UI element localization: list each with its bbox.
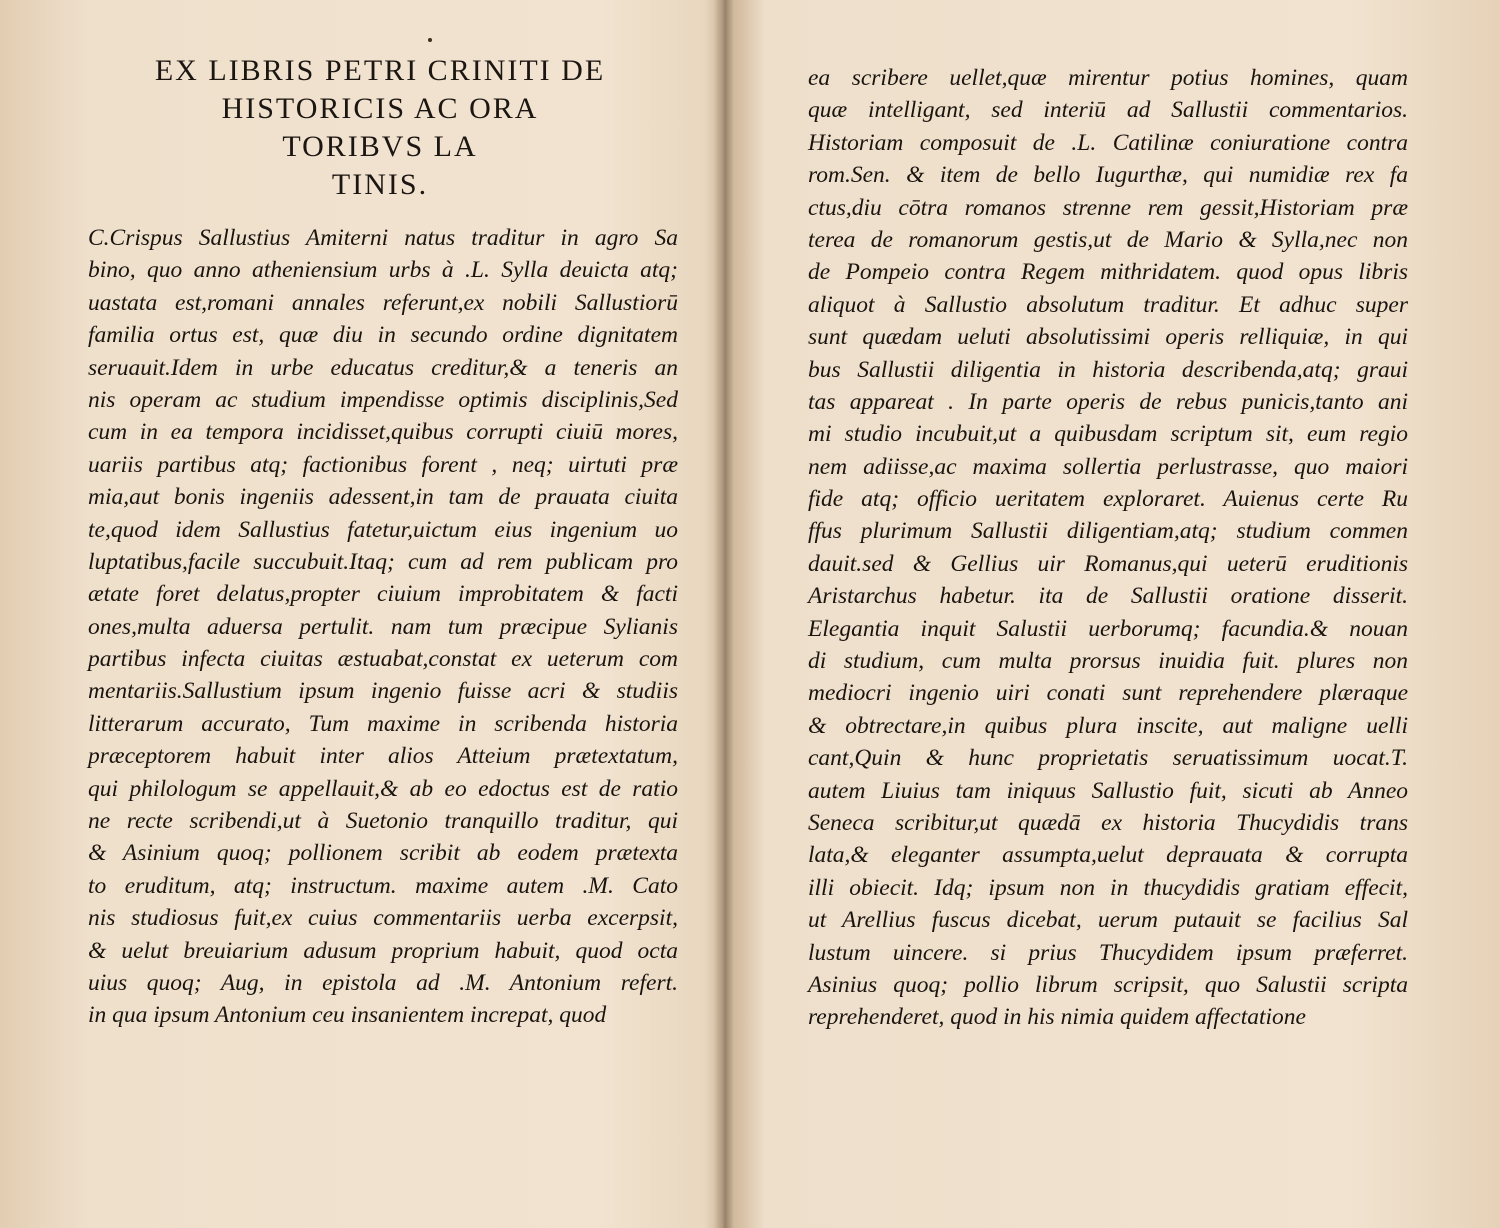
text-line: ea scribere uellet,quæ mirentur potius homines, quam (808, 65, 1408, 91)
text-line: seruauit.Idem in urbe educatus creditur,& a teneris an (88, 354, 678, 381)
text-line: bino, quo anno atheniensium urbs à .L. Sylla deuicta atq; (88, 257, 678, 284)
text-line: & obtrectare,in quibus plura inscite, aut maligne uelli (808, 712, 1408, 739)
text-line: de Pompeio contra Regem mithridatem. quod opus libris (808, 259, 1408, 286)
text-line: quæ intelligant, sed interiū ad Sallustii commentarios. (808, 97, 1408, 124)
text-line: litterarum accurato, Tum maxime in scribenda historia (88, 710, 678, 737)
text-line: mi studio incubuit,ut a quibusdam scriptum sit, eum regio (808, 421, 1408, 448)
text-line: ætate foret delatus,propter ciuium improbitatem & facti (88, 581, 678, 608)
text-line: reprehenderet, quod in his nimia quidem affectatione (808, 1004, 1306, 1031)
left-page (0, 0, 722, 1228)
text-line: & Asinium quoq; pollionem scribit ab eodem prætexta (88, 840, 678, 867)
heading-line: EX LIBRIS PETRI CRINITI DE (154, 54, 606, 87)
text-line: sunt quædam ueluti absolutissimi operis relliquiæ, in qui (808, 324, 1408, 351)
text-line: mia,aut bonis ingeniis adessent,in tam de prauata ciuita (88, 484, 678, 511)
text-line: C.Crispus Sallustius Amiterni natus traditur in agro Sa (88, 225, 678, 251)
text-line: ffus plurimum Sallustii diligentiam,atq; studium commen (808, 518, 1408, 545)
text-line: ctus,diu cōtra romanos strenne rem gessit,Historiam præ (808, 194, 1408, 221)
text-line: terea de romanorum gestis,ut de Mario & Sylla,nec non (808, 226, 1408, 253)
text-line: Asinius quoq; pollio librum scripsit, quo Salustii scripta (808, 971, 1408, 998)
text-line: dauit.sed & Gellius uir Romanus,qui ueterū eruditionis (808, 550, 1408, 577)
text-line: Elegantia inquit Salustii uerborumq; facundia.& nouan (808, 615, 1408, 642)
heading-line: HISTORICIS AC ORA (221, 92, 539, 125)
text-line: qui philologum se appellauit,& ab eo edoctus est de ratio (88, 775, 678, 802)
text-line: ne recte scribendi,ut à Suetonio tranquillo traditur, qui (88, 808, 678, 835)
text-line: bus Sallustii diligentia in historia describenda,atq; graui (808, 356, 1408, 383)
text-line: uariis partibus atq; factionibus forent , neq; uirtuti præ (88, 451, 678, 478)
text-line: di studium, cum multa prorsus inuidia fuit. plures non (808, 648, 1408, 675)
text-line: ut Arellius fuscus dicebat, uerum putauit se facilius Sal (808, 907, 1408, 934)
text-line: to eruditum, atq; instructum. maxime autem .M. Cato (88, 872, 678, 899)
text-line: nis operam ac studium impendisse optimis disciplinis,Sed (88, 386, 678, 413)
text-line: nem adiisse,ac maxima sollertia perlustrasse, quo maiori (808, 453, 1408, 480)
left-page-text (88, 222, 678, 1032)
text-line: lustum uincere. si prius Thucydidem ipsum præferret. (808, 939, 1408, 966)
text-line: illi obiecit. Idq; ipsum non in thucydidis gratiam effecit, (808, 874, 1408, 901)
text-line: præceptorem habuit inter alios Atteium prætextatum, (88, 743, 678, 770)
text-line: partibus infecta ciuitas æstuabat,constat ex ueterum com (88, 646, 678, 673)
right-page-text (808, 62, 1408, 1034)
text-line: familia ortus est, quæ diu in secundo ordine dignitatem (88, 322, 678, 349)
text-line: autem Liuius tam iniquus Sallustio fuit, sicuti ab Anneo (808, 777, 1408, 804)
text-line: Seneca scribitur,ut quædā ex historia Thucydidis trans (808, 809, 1408, 836)
text-line: te,quod idem Sallustius fatetur,uictum eius ingenium uo (88, 516, 678, 543)
text-line: rom.Sen. & item de bello Iugurthæ, qui numidiæ rex fa (808, 162, 1408, 189)
chapter-heading (100, 52, 660, 204)
text-line: & uelut breuiarium adusum proprium habuit, quod octa (88, 937, 678, 964)
text-line: aliquot à Sallustio absolutum traditur. Et adhuc super (808, 291, 1408, 318)
text-line: in qua ipsum Antonium ceu insanientem increpat, quod (88, 1002, 607, 1029)
heading-line: TORIBVS LA (282, 130, 478, 163)
text-line: Historiam composuit de .L. Catilinæ coniuratione contra (808, 129, 1408, 156)
ink-mark (428, 38, 432, 42)
text-line: tas appareat . In parte operis de rebus punicis,tanto ani (808, 388, 1408, 415)
text-line: ones,multa aduersa pertulit. nam tum præcipue Sylianis (88, 613, 678, 640)
text-line: cum in ea tempora incidisset,quibus corrupti ciuiū mores, (88, 419, 678, 446)
text-line: uastata est,romani annales referunt,ex nobili Sallustiorū (88, 289, 678, 316)
text-line: mediocri ingenio uiri conati sunt reprehendere plæraque (808, 680, 1408, 707)
text-line: fide atq; officio ueritatem exploraret. Auienus certe Ru (808, 486, 1408, 513)
text-line: nis studiosus fuit,ex cuius commentariis uerba excerpsit, (88, 905, 678, 932)
text-line: uius quoq; Aug, in epistola ad .M. Antonium refert. (88, 969, 678, 996)
text-line: lata,& eleganter assumpta,uelut deprauata & corrupta (808, 842, 1408, 869)
text-line: luptatibus,facile succubuit.Itaq; cum ad rem publicam pro (88, 548, 678, 575)
heading-line: TINIS. (331, 168, 429, 201)
text-line: cant,Quin & hunc proprietatis seruatissimum uocat.T. (808, 745, 1408, 772)
text-line: mentariis.Sallustium ipsum ingenio fuisse acri & studiis (88, 678, 678, 705)
text-line: Aristarchus habetur. ita de Sallustii oratione disserit. (808, 583, 1408, 610)
